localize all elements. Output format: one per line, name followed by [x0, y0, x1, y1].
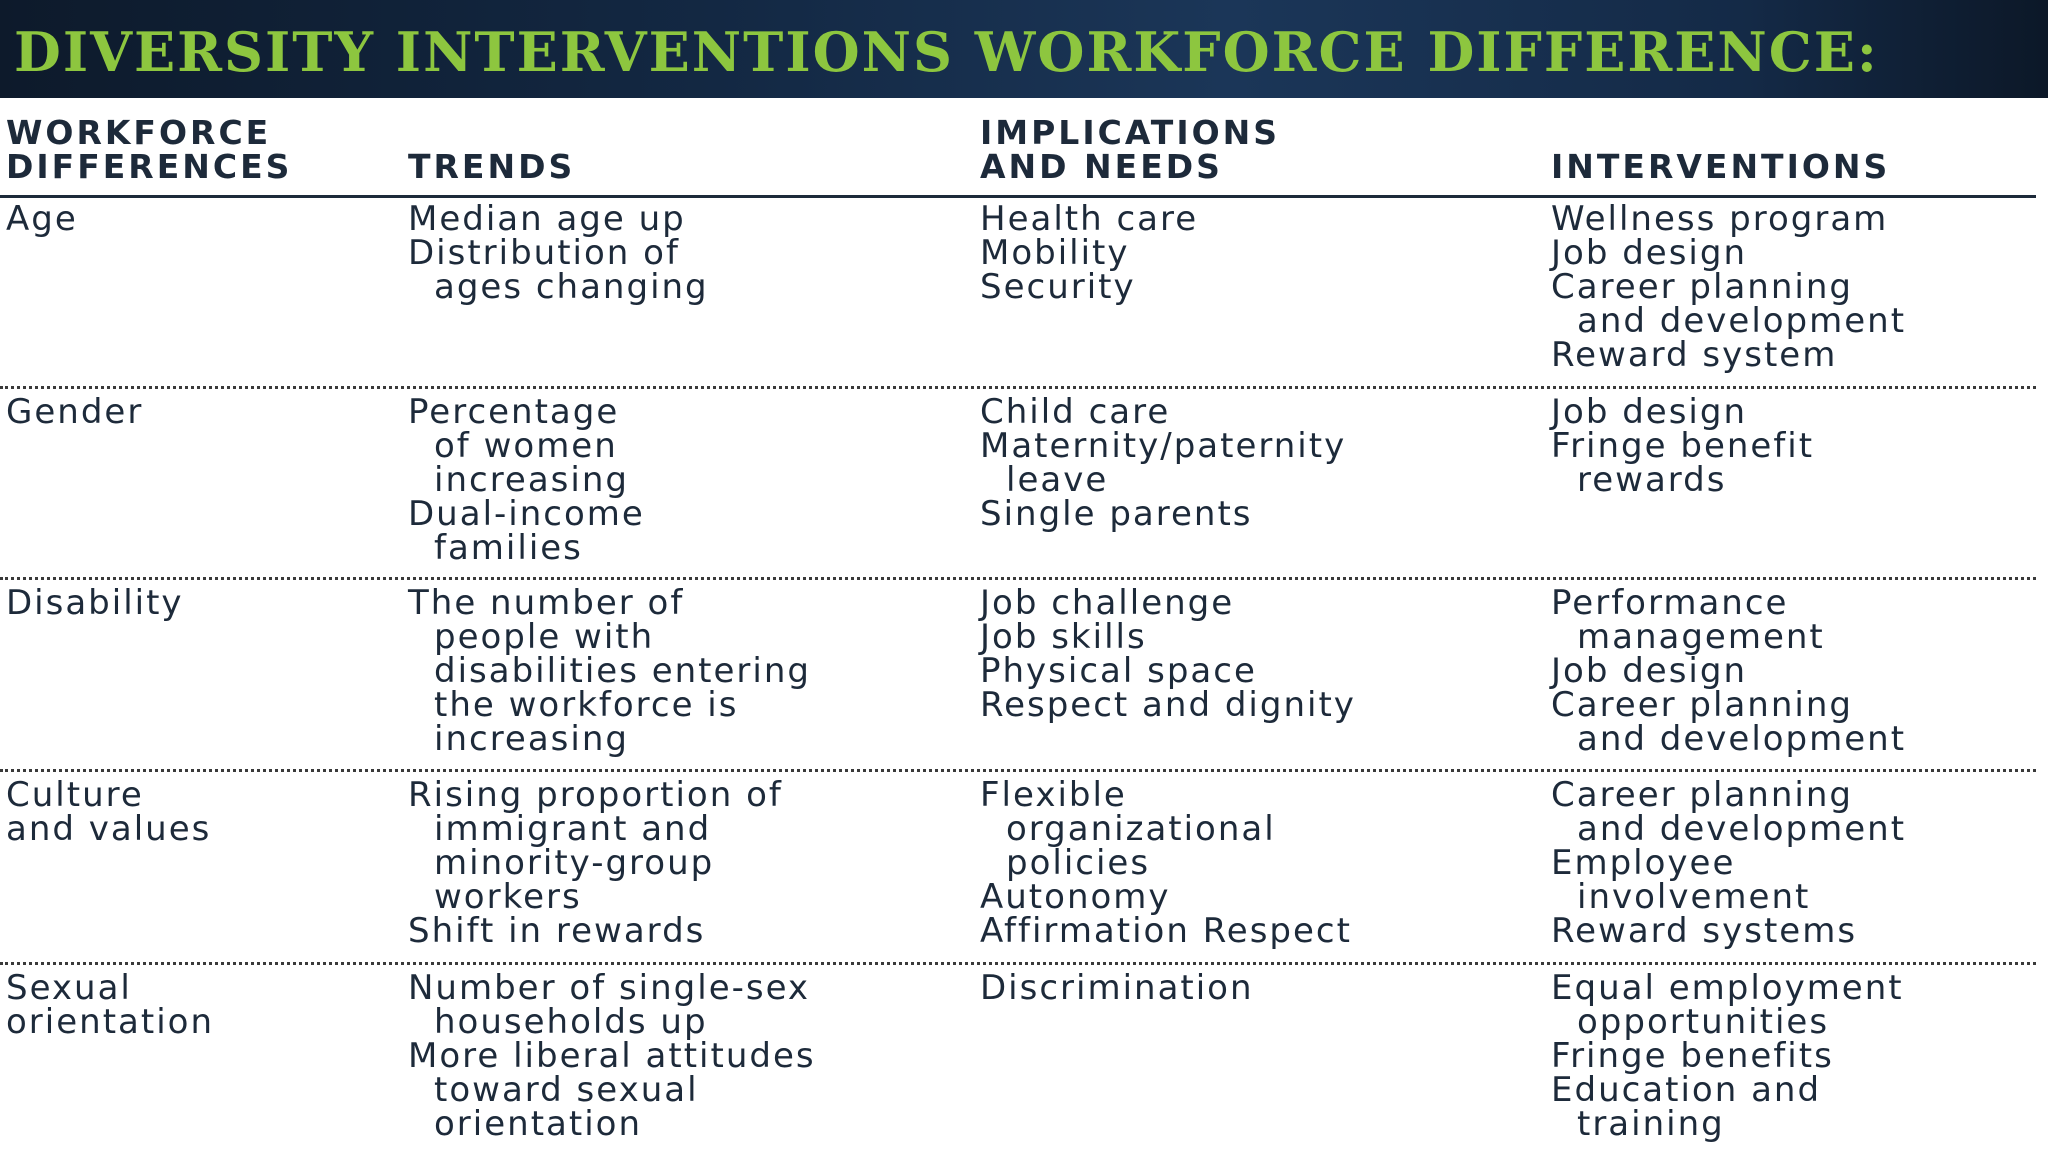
cell-line: Performance: [1551, 583, 1789, 623]
cell-line: orientation: [434, 1104, 642, 1144]
cell-line: Wellness program: [1551, 199, 1889, 239]
cell-line: Employee: [1551, 843, 1736, 883]
header-line: AND NEEDS: [980, 147, 1223, 186]
cell-line: Discrimination: [980, 968, 1254, 1008]
cell-line: Fringe benefits: [1551, 1036, 1834, 1076]
cell-interventions: [1551, 583, 1907, 759]
cell-line: Career planning: [1551, 775, 1853, 815]
cell-line: rewards: [1577, 460, 1727, 500]
cell-line: Reward systems: [1551, 911, 1858, 951]
cell-line: Job skills: [980, 617, 1147, 657]
cell-line: Job design: [1551, 233, 1748, 273]
cell-line: Culture: [6, 775, 144, 815]
cell-line: Job design: [1551, 651, 1748, 691]
cell-implications: [980, 775, 1352, 951]
cell-line: Mobility: [980, 233, 1130, 273]
cell-line: Career planning: [1551, 685, 1853, 725]
cell-interventions: [1551, 199, 1907, 375]
cell-line: the workforce is: [434, 685, 739, 725]
cell-line: increasing: [434, 719, 629, 759]
cell-line: Flexible: [980, 775, 1127, 815]
cell-line: Physical space: [980, 651, 1257, 691]
slide-title: DIVERSITY INTERVENTIONS WORKFORCE DIFFERENCE:: [14, 20, 1879, 84]
cell-line: and values: [6, 809, 212, 849]
cell-line: Number of single-sex: [408, 968, 811, 1008]
cell-interventions: [1551, 968, 1904, 1144]
cell-line: training: [1577, 1104, 1725, 1144]
cell-line: Rising proportion of: [408, 775, 783, 815]
diversity-table: [0, 102, 2048, 1152]
cell-line: Equal employment: [1551, 968, 1904, 1008]
cell-line: ages changing: [434, 267, 709, 307]
cell-line: households up: [434, 1002, 708, 1042]
row-divider: [0, 962, 2036, 965]
cell-line: disabilities entering: [434, 651, 811, 691]
cell-line: Disability: [6, 583, 184, 623]
cell-line: Sexual: [6, 968, 132, 1008]
cell-line: families: [434, 528, 583, 568]
cell-line: involvement: [1577, 877, 1811, 917]
cell-line: and development: [1577, 301, 1907, 341]
row-divider: [0, 386, 2036, 389]
cell-line: opportunities: [1577, 1002, 1830, 1042]
header-implications: [980, 113, 1281, 186]
cell-line: Gender: [6, 392, 144, 432]
cell-trends: [408, 775, 783, 951]
cell-difference: [6, 775, 212, 849]
row-divider: [0, 577, 2036, 580]
cell-line: Autonomy: [980, 877, 1171, 917]
cell-line: Health care: [980, 199, 1199, 239]
cell-line: Distribution of: [408, 233, 680, 273]
cell-implications: [980, 199, 1199, 307]
cell-line: Job design: [1551, 392, 1748, 432]
header-rule: [0, 195, 2036, 198]
cell-interventions: [1551, 392, 1815, 500]
cell-line: Percentage: [408, 392, 620, 432]
cell-difference: [6, 392, 144, 432]
cell-implications: [980, 968, 1254, 1008]
header-workforce-differences: [6, 113, 293, 186]
cell-trends: [408, 583, 811, 759]
cell-implications: [980, 583, 1356, 725]
cell-trends: [408, 199, 709, 307]
cell-line: Maternity/paternity: [980, 426, 1347, 466]
cell-line: immigrant and: [434, 809, 712, 849]
cell-line: Respect and dignity: [980, 685, 1356, 725]
cell-interventions: [1551, 775, 1907, 951]
cell-line: Affirmation Respect: [980, 911, 1352, 951]
cell-difference: [6, 583, 184, 623]
cell-line: Age: [6, 199, 78, 239]
cell-line: Job challenge: [980, 583, 1235, 623]
cell-line: Career planning: [1551, 267, 1853, 307]
cell-line: The number of: [408, 583, 685, 623]
cell-line: toward sexual: [434, 1070, 699, 1110]
cell-line: leave: [1006, 460, 1109, 500]
cell-line: minority-group: [434, 843, 715, 883]
cell-line: of women: [434, 426, 618, 466]
cell-implications: [980, 392, 1347, 534]
cell-line: workers: [434, 877, 582, 917]
cell-line: policies: [1006, 843, 1151, 883]
title-bar: [0, 0, 2048, 102]
cell-line: Shift in rewards: [408, 911, 706, 951]
row-divider: [0, 769, 2036, 772]
cell-line: Single parents: [980, 494, 1253, 534]
cell-line: increasing: [434, 460, 629, 500]
cell-line: Median age up: [408, 199, 686, 239]
cell-line: Security: [980, 267, 1136, 307]
header-line: IMPLICATIONS: [980, 113, 1281, 152]
header-line: WORKFORCE: [6, 113, 272, 152]
cell-line: and development: [1577, 719, 1907, 759]
cell-line: orientation: [6, 1002, 214, 1042]
header-line: DIFFERENCES: [6, 147, 293, 186]
cell-line: Education and: [1551, 1070, 1822, 1110]
cell-line: and development: [1577, 809, 1907, 849]
cell-line: Reward system: [1551, 335, 1838, 375]
cell-line: Dual-income: [408, 494, 645, 534]
cell-difference: [6, 968, 214, 1042]
cell-difference: [6, 199, 78, 239]
header-interventions: INTERVENTIONS: [1551, 147, 1891, 186]
cell-trends: [408, 392, 645, 568]
cell-line: Child care: [980, 392, 1171, 432]
header-trends: TRENDS: [408, 147, 576, 186]
cell-line: people with: [434, 617, 655, 657]
cell-line: management: [1577, 617, 1825, 657]
cell-line: organizational: [1006, 809, 1276, 849]
cell-trends: [408, 968, 816, 1144]
cell-line: Fringe benefit: [1551, 426, 1815, 466]
cell-line: More liberal attitudes: [408, 1036, 816, 1076]
